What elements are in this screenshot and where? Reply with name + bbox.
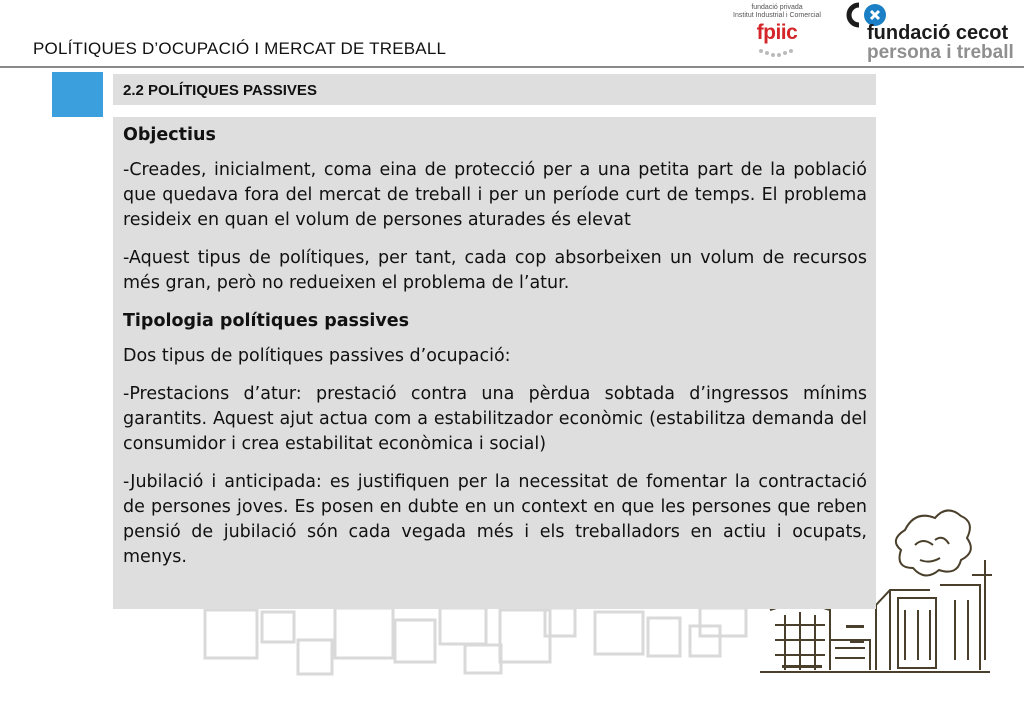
content-panel: [113, 117, 876, 609]
header-divider: [0, 66, 1024, 68]
paragraph-1: -Creades, inicialment, coma eina de protecció per a una petita part de la població que quedava fora del mercat de treball i per un període curt de temps. El problema resideix en quan el volum de persones aturades és elevat: [123, 160, 867, 230]
section-title-bar: [113, 74, 876, 105]
paragraph-2: -Aquest tipus de polítiques, per tant, cada cop absorbeixen un volum de recursos més gran, però no redueixen el problema de l’atur.: [123, 248, 867, 293]
paragraph-3: Dos tipus de polítiques passives d’ocupació:: [123, 346, 511, 366]
cecot-logo-line2: persona i treball: [867, 42, 1014, 63]
cecot-logo-line1: fundació cecot: [867, 22, 1009, 44]
fpiic-dots-icon: [731, 46, 823, 60]
accent-square: [52, 72, 103, 117]
paragraph-5: -Jubilació i anticipada: es justifiquen per la necessitat de fomentar la contractació de persones joves. Es posen en dubte en un context en que les persones que reben pensió de jubilació són cada vegada més i els treballadors en actiu i ocupats, menys.: [123, 472, 867, 567]
heading-tipologia: Tipologia polítiques passives: [123, 311, 410, 331]
paragraph-4: -Prestacions d’atur: prestació contra una pèrdua sobtada d’ingressos mínims garantits. Aquest ajut actua com a estabilitzador econòmic (estabilitza demanda del consumidor i crea estabilitat econòmica i social): [123, 384, 867, 454]
fpiic-logo-line1: fundació privada: [751, 4, 803, 11]
fpiic-logo-line2: Institut Industrial i Comercial: [733, 12, 821, 19]
fpiic-logo: [731, 4, 823, 62]
fpiic-logo-mark: fpiic: [756, 21, 798, 44]
heading-objectius: Objectius: [123, 125, 216, 145]
page-header-title: POLÍTIQUES D’OCUPACIÓ I MERCAT DE TREBALL: [33, 39, 447, 58]
content-text: [123, 123, 867, 583]
cecot-logo: [845, 2, 1020, 66]
section-title: 2.2 POLÍTIQUES PASSIVES: [123, 82, 317, 99]
